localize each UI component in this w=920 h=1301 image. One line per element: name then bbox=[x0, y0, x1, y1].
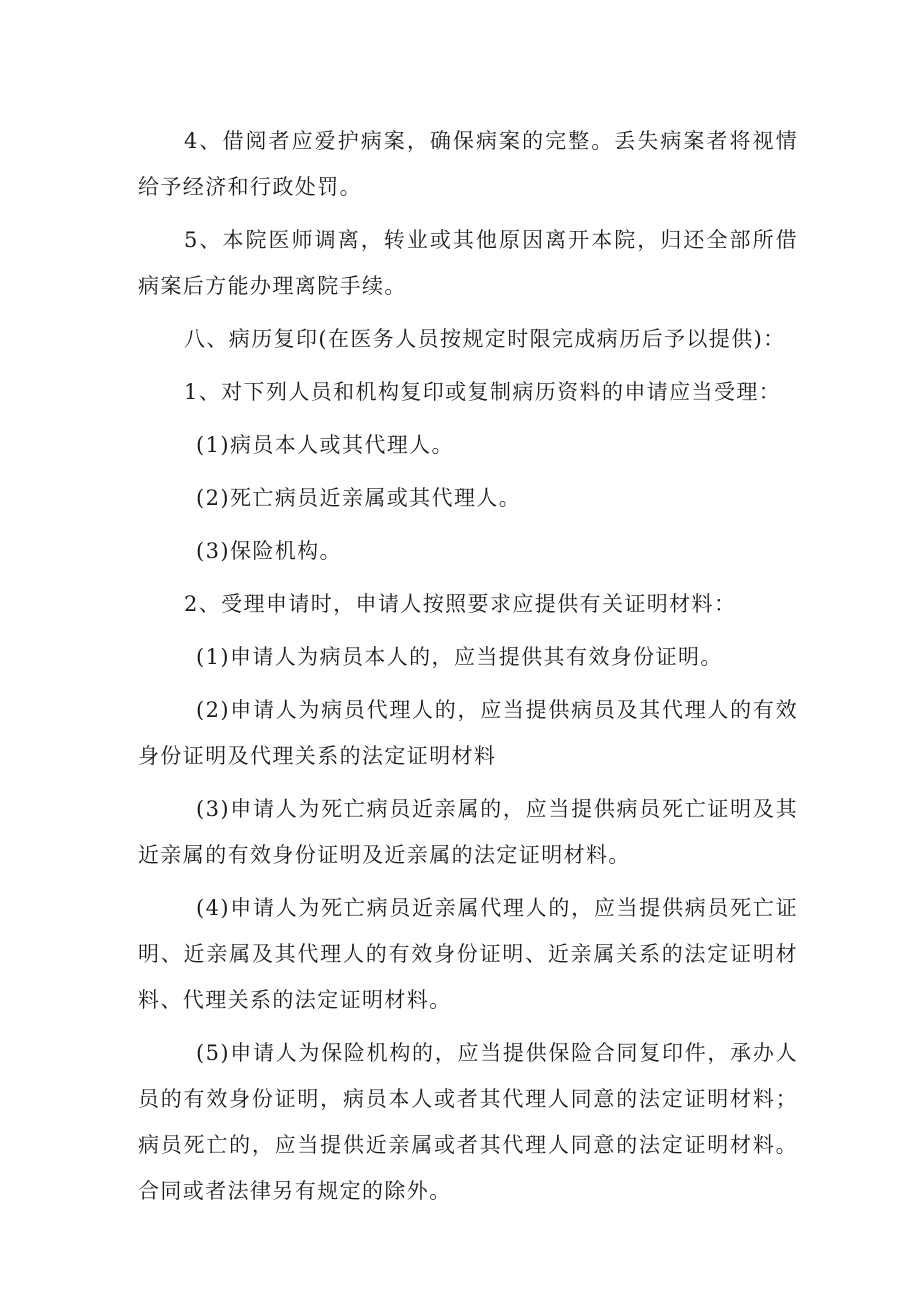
paragraph-borrower-care: 4、借阅者应爱护病案，确保病案的完整。丢失病案者将视情给予经济和行政处罚。 bbox=[138, 129, 798, 199]
paragraph-accept-applications: 1、对下列人员和机构复印或复制病历资料的申请应当受理： bbox=[184, 380, 782, 404]
section-heading-record-copy: 八、病历复印(在医务人员按规定时限完成病历后予以提供)： bbox=[184, 327, 786, 351]
list-item-insurance: (3)保险机构。 bbox=[196, 539, 342, 563]
list-item-relative-agent-proof: (4)申请人为死亡病员近亲属代理人的，应当提供病员死亡证明、近亲属及其代理人的有效身份证明、近亲属关系的法定证明材料、代理关系的法定证明材料。 bbox=[138, 896, 798, 1012]
paragraph-doctor-leaving: 5、本院医师调离，转业或其他原因离开本院，归还全部所借病案后方能办理离院手续。 bbox=[138, 228, 798, 298]
list-item-agent-proof: (2)申请人为病员代理人的，应当提供病员及其代理人的有效身份证明及代理关系的法定证明材料 bbox=[138, 698, 798, 768]
list-item-deceased-relative: (2)死亡病员近亲属或其代理人。 bbox=[196, 486, 522, 510]
document-body bbox=[138, 118, 798, 1221]
list-item-insurance-proof: (5)申请人为保险机构的，应当提供保险合同复印件，承办人员的有效身份证明，病员本人或者其代理人同意的法定证明材料；病员死亡的，应当提供近亲属或者其代理人同意的法定证明材料。合同或者法律另有规定的除外。 bbox=[138, 1041, 798, 1203]
list-item-relative-proof: (3)申请人为死亡病员近亲属的，应当提供病员死亡证明及其近亲属的有效身份证明及近亲属的法定证明材料。 bbox=[138, 797, 798, 867]
list-item-patient: (1)病员本人或其代理人。 bbox=[196, 433, 454, 457]
paragraph-required-documents: 2、受理申请时，申请人按照要求应提供有关证明材料： bbox=[184, 592, 737, 616]
list-item-patient-proof: (1)申请人为病员本人的，应当提供其有效身份证明。 bbox=[196, 645, 723, 669]
